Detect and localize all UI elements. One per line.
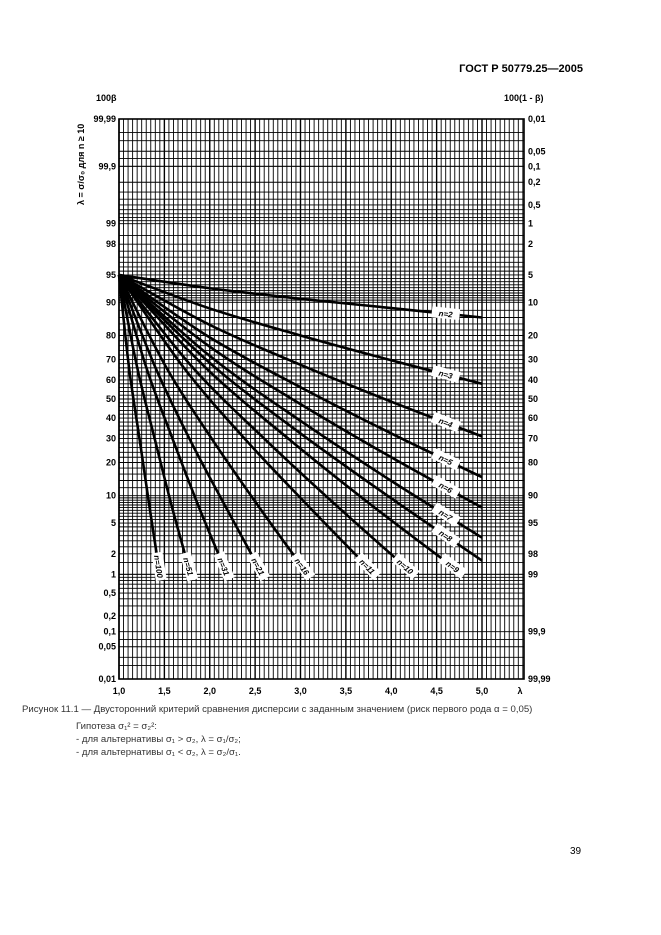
- x-tick-label: 4,5: [430, 686, 443, 696]
- y-tick-label-left: 10: [105, 490, 116, 501]
- curve-label-text: n=16: [292, 556, 311, 577]
- y-tick-label-left: 0,2: [103, 610, 116, 621]
- y-tick-label-left: 2: [110, 548, 116, 559]
- y-tick-label-left: 50: [105, 394, 116, 404]
- y-tick-label-right: 0,2: [528, 177, 541, 188]
- document-number: ГОСТ Р 50779.25—2005: [459, 63, 583, 75]
- curve-n-9: [119, 275, 463, 577]
- x-tick-label: 1,0: [112, 686, 126, 696]
- x-tick-label: 1,5: [158, 686, 171, 696]
- x-axis-title: λ: [517, 686, 523, 696]
- note-alt-greater: - для альтернативы σ₁ > σ₂, λ = σ₁/σ₂;: [76, 734, 241, 745]
- curve-label-text: n=51: [181, 556, 195, 577]
- x-tick-label: 5,0: [475, 686, 489, 696]
- curve-label-text: n=3: [437, 368, 454, 381]
- x-tick-label: 2,0: [203, 686, 217, 696]
- x-tick-label: 3,5: [339, 686, 353, 696]
- curve-n-16: [119, 275, 308, 574]
- y-tick-label-left: 20: [105, 457, 116, 468]
- y-tick-label-right: 2: [528, 239, 534, 250]
- curve-label-text: n=2: [438, 309, 454, 320]
- y-tick-label-left: 70: [105, 354, 116, 365]
- y-tick-label-right: 98: [528, 548, 539, 559]
- y-tick-label-right: 99,9: [528, 626, 546, 637]
- y-tick-label-right: 0,05: [528, 146, 546, 157]
- y-tick-label-left: 99: [105, 218, 116, 229]
- curve-label-text: n=100: [151, 554, 165, 579]
- curve-label-text: n=6: [437, 480, 454, 496]
- curve-label-n-9: [438, 553, 467, 579]
- y-tick-label-right: 5: [528, 269, 534, 280]
- y-tick-label-left: 99,9: [98, 161, 116, 172]
- y-tick-label-left: 5: [110, 518, 116, 529]
- curve-label-text: n=9: [443, 559, 461, 575]
- y-tick-label-left: 30: [105, 433, 116, 444]
- y-tick-label-left: 60: [105, 374, 116, 385]
- curve-label-text: n=10: [394, 557, 415, 577]
- y-tick-label-left: 98: [105, 239, 116, 250]
- y-tick-label-right: 0,1: [528, 161, 541, 172]
- curve-label-text: n=5: [437, 453, 454, 468]
- side-label: λ = σ/σ₀ для n ≥ 10: [76, 123, 86, 205]
- y-tick-label-right: 70: [528, 433, 539, 444]
- page-number: 39: [570, 846, 582, 857]
- curve-label-text: n=4: [437, 416, 454, 430]
- curve-label-text: n=8: [437, 528, 454, 544]
- y-tick-label-right: 80: [528, 457, 539, 468]
- y-tick-label-right: 0,01: [528, 114, 546, 124]
- y-axis-right-title: 100(1 - β): [504, 93, 544, 103]
- y-tick-label-right: 50: [528, 394, 539, 404]
- note-hypothesis: Гипотеза σ₁² = σ₂²:: [76, 721, 157, 732]
- y-tick-label-left: 80: [105, 330, 116, 341]
- x-tick-label: 2,5: [248, 686, 262, 696]
- curve-label-text: n=21: [249, 556, 267, 578]
- curve-label-n-2: [431, 306, 460, 320]
- curve-label-text: n=7: [437, 507, 454, 523]
- y-tick-label-left: 99,99: [93, 114, 116, 124]
- y-tick-label-left: 0,01: [98, 674, 116, 684]
- note-alt-less: - для альтернативы σ₁ < σ₂, λ = σ₂/σ₁.: [76, 747, 241, 758]
- y-tick-label-left: 0,05: [98, 641, 116, 652]
- y-tick-label-left: 90: [105, 297, 116, 308]
- y-tick-label-right: 90: [528, 490, 539, 501]
- y-tick-label-right: 60: [528, 413, 539, 424]
- y-tick-label-left: 40: [105, 413, 116, 424]
- curve-label-text: n=11: [357, 557, 377, 577]
- figure-caption: Рисунок 11.1 — Двусторонний критерий сравнения дисперсии с заданным значением (риск первого рода α = 0,05): [22, 704, 533, 715]
- y-tick-label-right: 10: [528, 297, 539, 308]
- y-tick-label-left: 95: [105, 269, 116, 280]
- y-tick-label-right: 40: [528, 374, 539, 385]
- y-tick-label-left: 0,1: [103, 626, 116, 637]
- x-tick-label: 4,0: [384, 686, 398, 696]
- figure-notes: [76, 720, 241, 759]
- y-tick-label-right: 1: [528, 218, 534, 229]
- y-tick-label-right: 99,99: [528, 674, 551, 684]
- y-tick-label-right: 99: [528, 569, 539, 580]
- y-axis-left-title: 100β: [96, 93, 117, 103]
- y-tick-label-right: 0,5: [528, 199, 541, 210]
- curve-label-text: n=31: [215, 556, 231, 577]
- curve-label-n-16: [290, 552, 315, 581]
- y-tick-label-left: 1: [110, 569, 116, 580]
- y-tick-label-right: 95: [528, 518, 539, 529]
- x-tick-label: 3,0: [294, 686, 307, 696]
- y-tick-label-right: 20: [528, 330, 539, 341]
- y-tick-label-right: 30: [528, 354, 539, 365]
- y-tick-label-left: 0,5: [103, 588, 116, 599]
